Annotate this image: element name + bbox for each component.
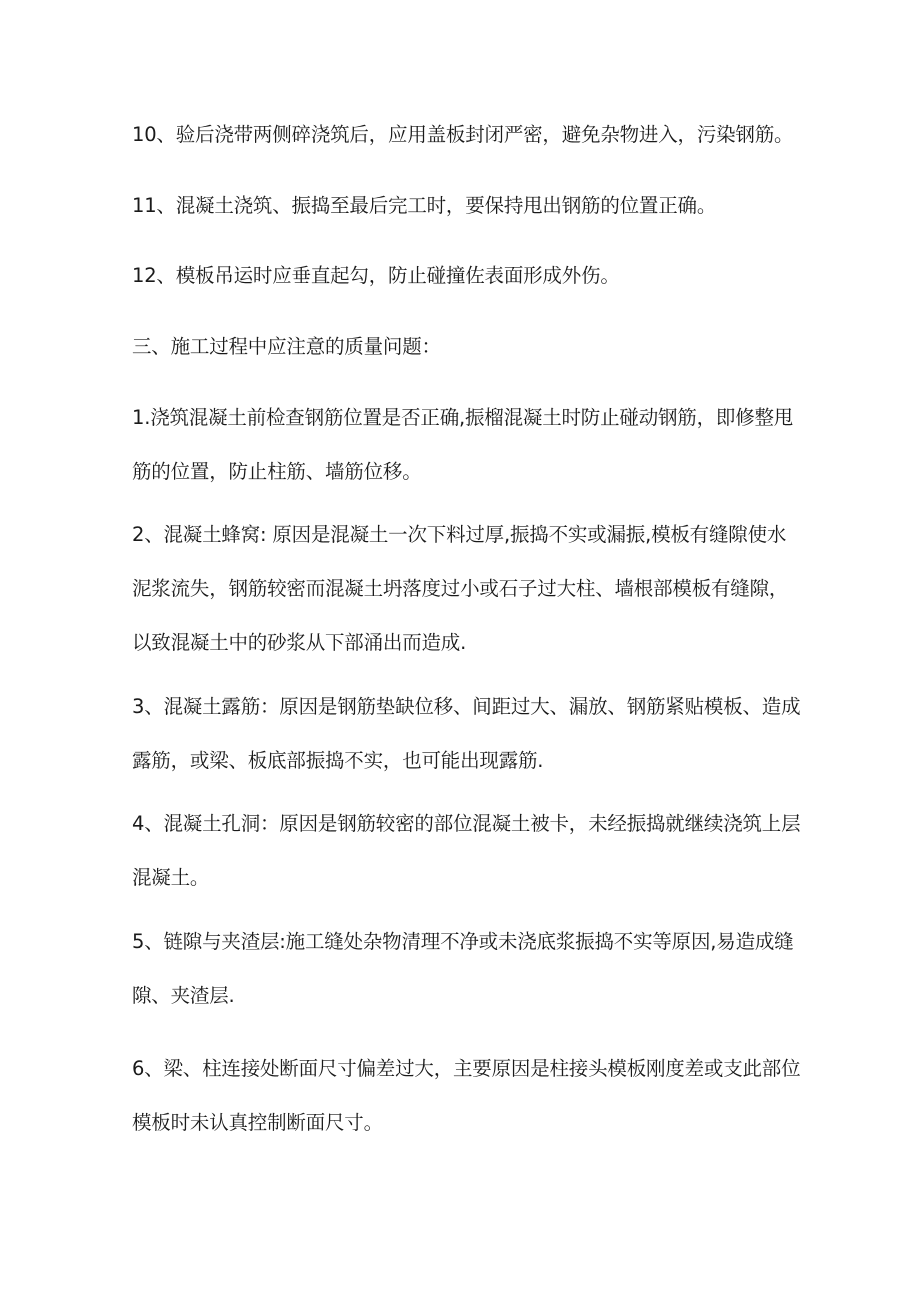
quality-item-6: 6、梁、柱连接处断面尺寸偏差过大，主要原因是柱接头模板刚度差或支此部位模板时未认真控制断面尺寸。 xyxy=(132,1057,801,1134)
paragraph-10: 10、验后浇带两侧碎浇筑后，应用盖板封闭严密，避免杂物进入，污染钢筋。 xyxy=(132,123,794,146)
quality-item-4: 4、混凝土孔洞：原因是钢筋较密的部位混凝土被卡，未经振捣就继续浇筑上层混凝土。 xyxy=(132,812,801,889)
quality-item-1: 1.浇筑混凝土前检查钢筋位置是否正确,振榴混凝土时防止碰动钢筋，即修整甩筋的位置，防止柱筋、墙筋位移。 xyxy=(132,406,794,483)
quality-item-2: 2、混凝土蜂窝: 原因是混凝土一次下料过厚,振捣不实或漏振,模板有缝隙使水泥浆流失，钢筋较密而混凝土坍落度过小或石子过大柱、墙根部模板有缝隙，以致混凝土中的砂浆从下部涌出而造成. xyxy=(132,523,789,654)
paragraph-11: 11、混凝土浇筑、振捣至最后完工时，要保持甩出钢筋的位置正确。 xyxy=(132,194,717,217)
section-heading-3: 三、施工过程中应注意的质量问题： xyxy=(132,335,441,358)
quality-item-5: 5、链隙与夹渣层:施工缝处杂物清理不净或未浇底浆振捣不实等原因,易造成缝隙、夹渣层. xyxy=(132,930,794,1007)
paragraph-12: 12、模板吊运时应垂直起勾，防止碰撞佐表面形成外伤。 xyxy=(132,264,620,287)
quality-item-3: 3、混凝土露筋：原因是钢筋垫缺位移、间距过大、漏放、钢筋紧贴模板、造成露筋，或梁、板底部振捣不实，也可能出现露筋. xyxy=(132,695,801,772)
